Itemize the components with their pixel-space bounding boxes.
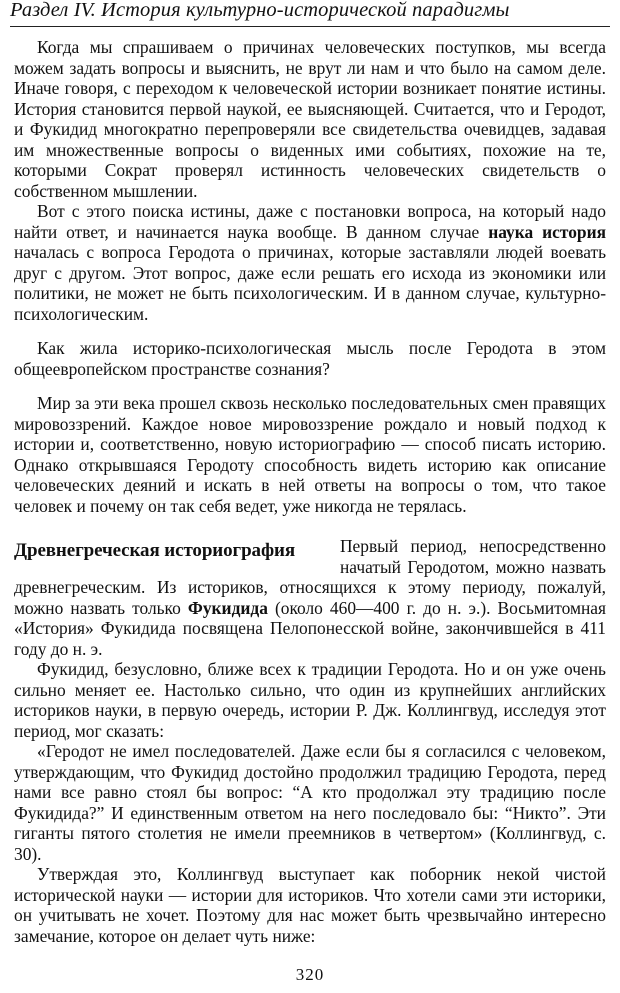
page-body	[14, 37, 606, 946]
header-title: Раздел IV. История культурно-исторической парадигмы	[10, 0, 510, 21]
paragraph-5-text-a: Первый период, непосредственно начатый Геродотом, можно назвать древнегреческим. Из историков, относящихся к этому периоду, пожалуй, можно назвать только	[14, 536, 606, 618]
paragraph-3: Как жила историко-психологическая мысль после Геродота в этом общеевропейском пространстве сознания?	[14, 338, 606, 379]
paragraph-1: Когда мы спрашиваем о причинах человеческих поступков, мы всегда можем задать вопросы и выяснить, не врут ли нам и что было на самом деле. Иначе говоря, с переходом к человеческой истории возникает понятие истины. История становится первой наукой, ее выясняющей. Считается, что и Геродот, и Фукидид многократно перепроверяли все свидетельства очевидцев, задавая им множественные вопросы о виденных ими событиях, похожие на те, которыми Сократ проверял истинность человеческих свидетельств о собственном мышлении.	[14, 37, 606, 201]
paragraph-4: Мир за эти века прошел сквозь несколько последовательных смен правящих мировоззрений. Каждое новое мировоззрение рождало и новый подход к истории и, соответственно, новую историографию — способ писать историю. Однако открывшаяся Геродоту способность видеть историю как описание человеческих деяний и искать в ней ответы на вопросы о том, что такое человек и почему он так себя ведет, уже никогда не терялась.	[14, 393, 606, 516]
quote-collingwood: «Геродот не имел последователей. Даже если бы я согласился с человеком, утверждающим, что Фукидид достойно продолжил традицию Геродота, перед нами все равно стоял бы вопрос: “А кто продолжал эту традицию после Фукидида?” И единственным ответом на него последовало бы: “Никто”. Эти гиганты пятого столетия не имели преемников в четвертом» (Коллингвуд, с. 30).	[14, 741, 606, 864]
paragraph-6: Фукидид, безусловно, ближе всех к традиции Геродота. Но и он уже очень сильно меняет ее. Настолько сильно, что один из крупнейших английских историков науки, в первую очередь, истории Р. Дж. Коллингвуд, исследуя этот период, мог сказать:	[14, 659, 606, 741]
section-heading	[14, 536, 332, 563]
term-thucydides: Фукидида	[187, 597, 268, 618]
running-header	[10, 0, 610, 27]
section-heading-text: Древнегреческая историография	[14, 540, 296, 561]
paragraph-2-text-a: Вот с этого поиска истины, даже с постановки вопроса, на который надо найти ответ, и начинается наука вообще. В данном случае	[14, 201, 606, 242]
page-number: 320	[295, 965, 325, 984]
paragraph-2	[14, 201, 606, 324]
paragraph-5-text-b: (около 460—400 г. до н. э.). Восьмитомная «История» Фукидида посвящена Пелопонесской войне, закончившейся в 411 году до н. э.	[14, 597, 606, 659]
paragraph-5	[14, 536, 606, 659]
paragraph-8: Утверждая это, Коллингвуд выступает как поборник некой чистой исторической науки — истории для историков. Что хотели сами эти историки, он учитывать не хочет. Поэтому для нас может быть чрезвычайно интересно замечание, которое он делает чуть ниже:	[14, 864, 606, 946]
term-history-science: наука история	[488, 221, 606, 242]
paragraph-2-text-b: началась с вопроса Геродота о причинах, которые заставляли людей воевать друг с другом. Этот вопрос, даже если решать его исхода из экономики или политики, не может не быть психологическим. И в данном случае, культурно-психологическим.	[14, 242, 606, 324]
